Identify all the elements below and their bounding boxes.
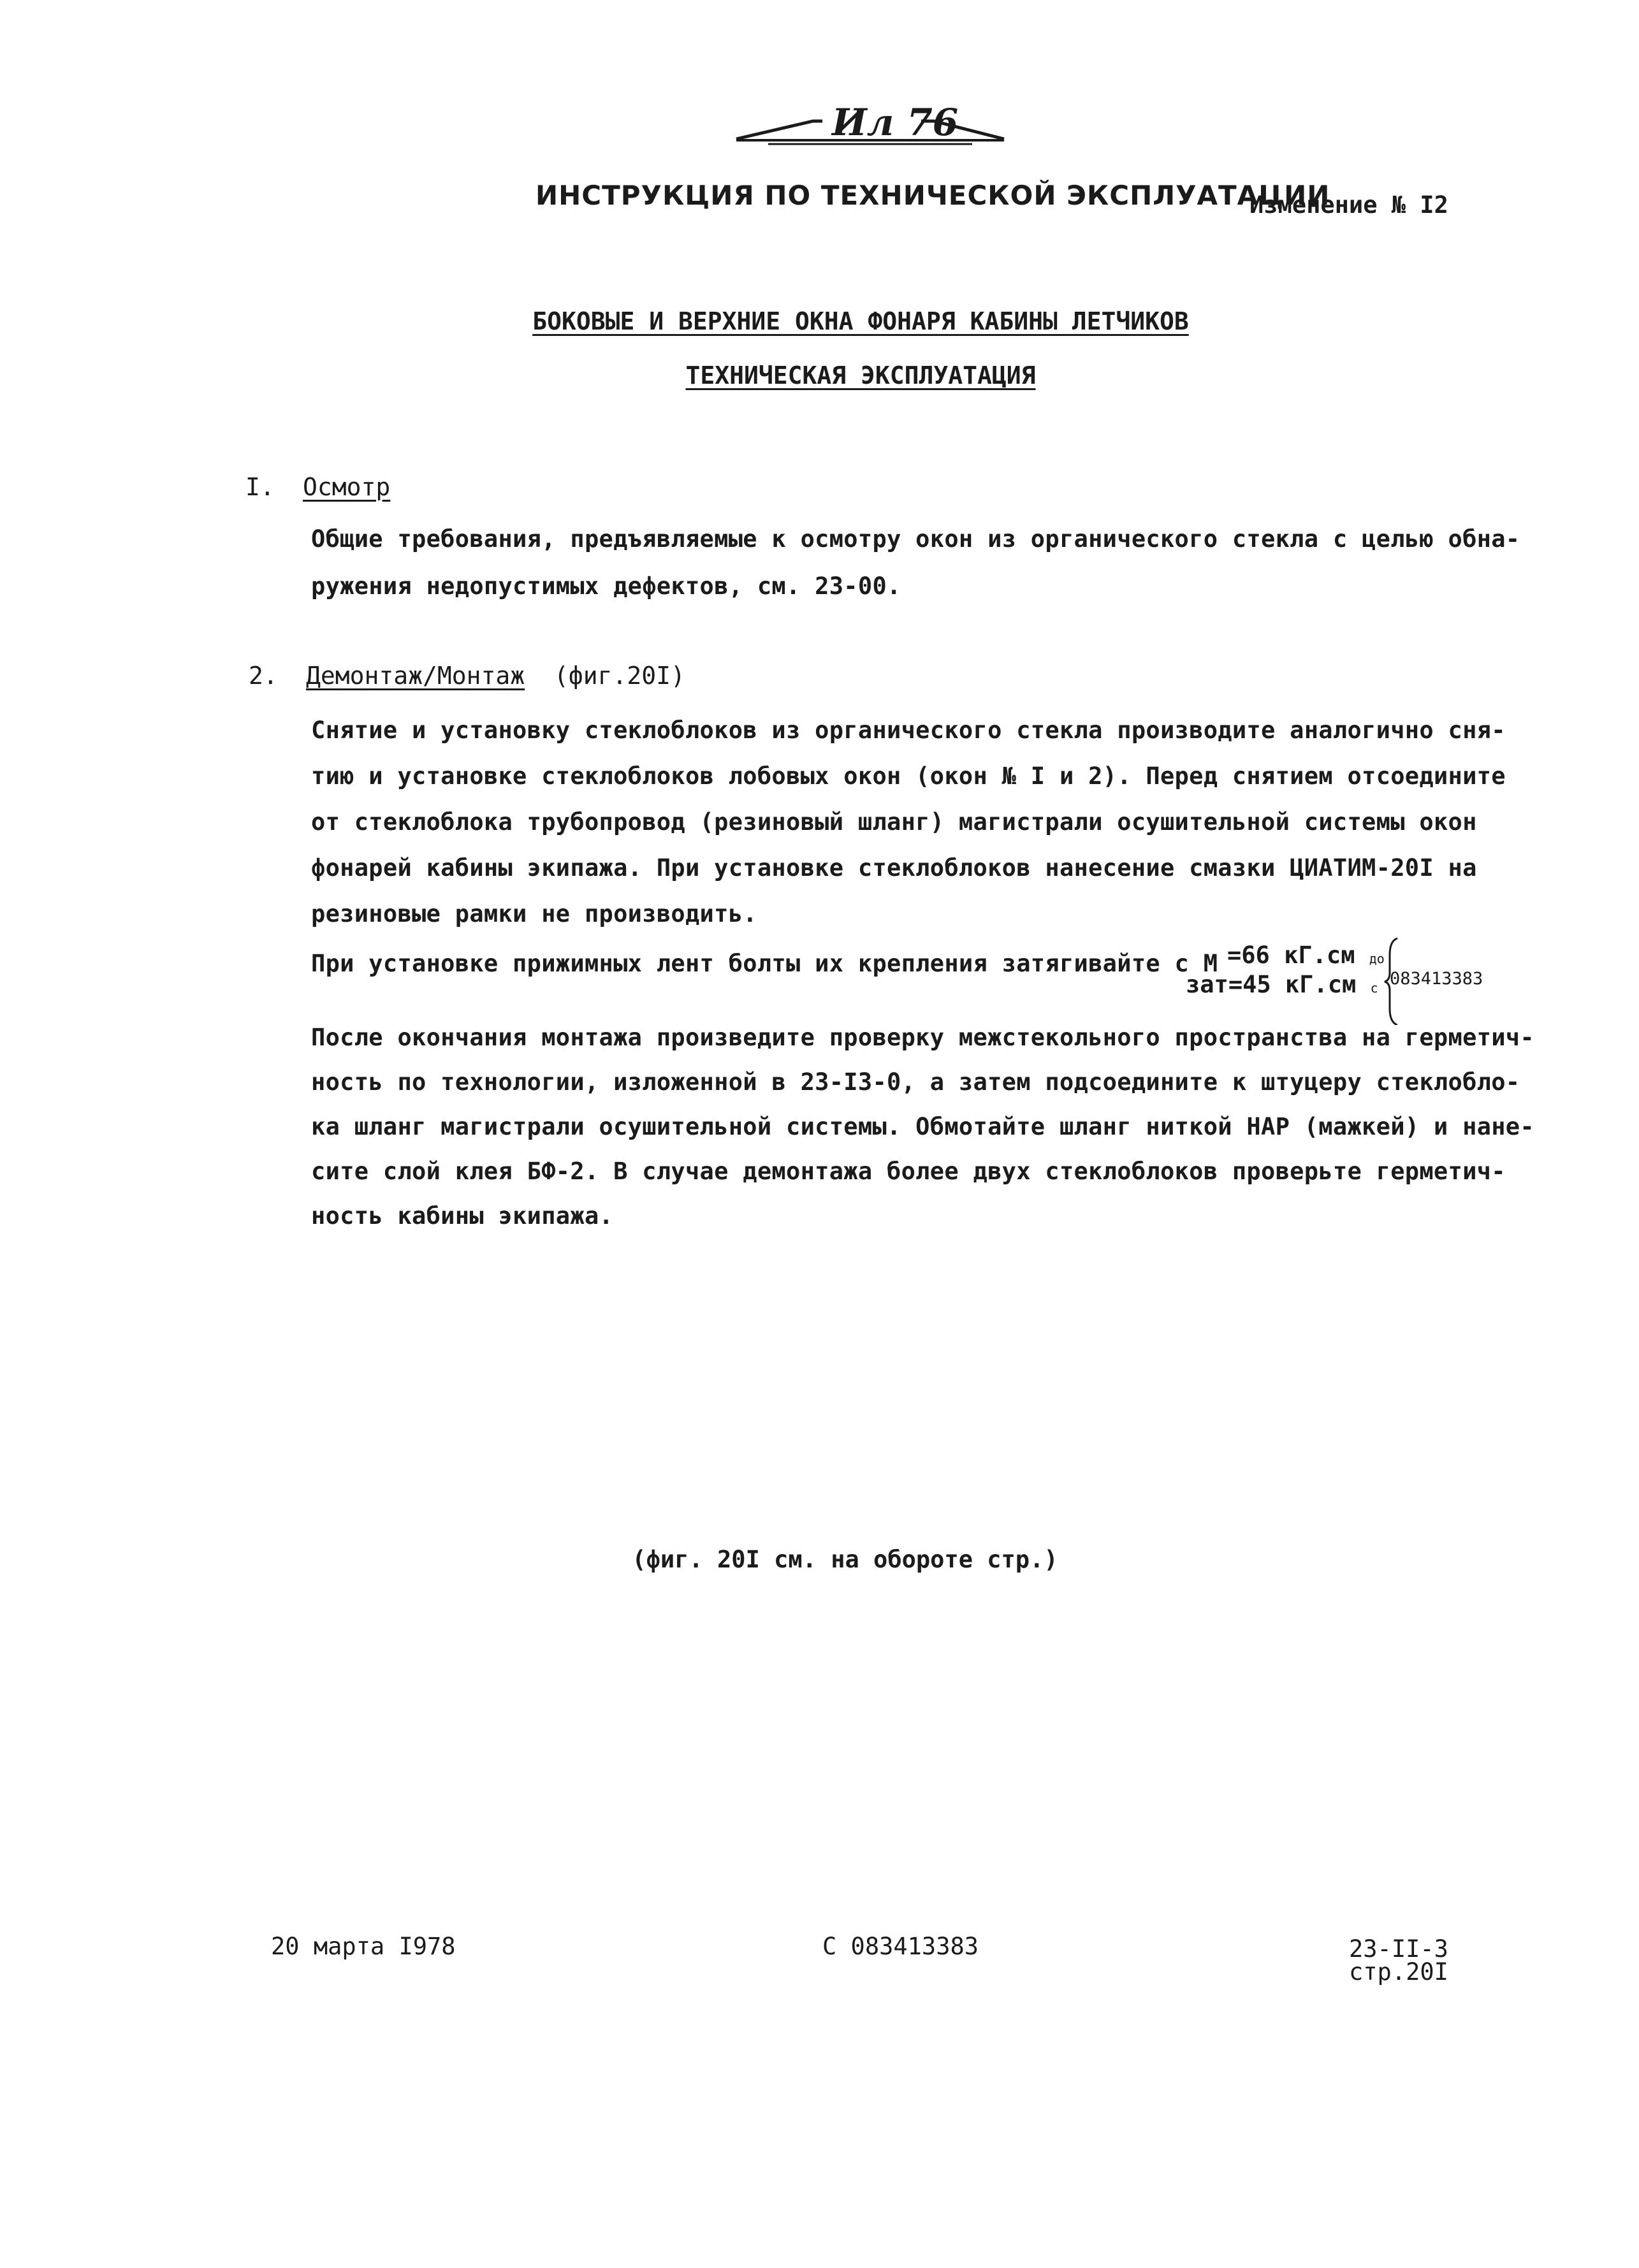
- section1-number: I.: [245, 473, 275, 501]
- change-number: Изменение № I2: [1249, 191, 1448, 219]
- torque-instruction: При установке прижимных лент болты их крепления затягивайте с М: [311, 950, 1218, 977]
- footer-reference: [1349, 1935, 1448, 1986]
- document-subtitle: [0, 361, 1639, 389]
- logo: [730, 89, 1010, 153]
- section2-paragraph1-line: Снятие и установку стеклоблоков из органического стекла производите аналогично сня-: [311, 716, 1506, 744]
- serial-note: 083413383: [1390, 969, 1483, 989]
- logo-graphic: [730, 89, 1010, 153]
- torque-value-2: [1186, 971, 1378, 998]
- section2-figure-ref: (фиг.20I): [553, 662, 685, 690]
- header-title: ИНСТРУКЦИЯ ПО ТЕХНИЧЕСКОЙ ЭКСПЛУАТАЦИИ: [535, 180, 1330, 211]
- section2-paragraph2-line: ность по технологии, изложенной в 23-I3-0, а затем подсоедините к штуцеру стеклобло-: [311, 1068, 1520, 1096]
- section2-paragraph1-line: резиновые рамки не производить.: [311, 900, 757, 927]
- logo-text: Ил 76: [832, 101, 959, 144]
- section1-line: Общие требования, предъявляемые к осмотру окон из органического стекла с целью обна-: [311, 525, 1520, 553]
- torque-value-1-text: =66 кГ.см: [1227, 941, 1355, 969]
- figure-note: (фиг. 20I см. на обороте стр.): [632, 1546, 1058, 1573]
- section2-paragraph1-line: от стеклоблока трубопровод (резиновый шланг) магистрали осушительной системы окон: [311, 808, 1477, 836]
- torque-value-2-text: =45 кГ.см: [1228, 971, 1357, 998]
- section2-heading: [306, 662, 685, 690]
- section2-paragraph1-line: тию и установке стеклоблоков лобовых окон (окон № I и 2). Перед снятием отсоедините: [311, 762, 1506, 790]
- torque-mark-2: с: [1370, 980, 1378, 996]
- section2-paragraph2-line: ность кабины экипажа.: [311, 1202, 614, 1230]
- footer-ref-line2: стр.20I: [1349, 1958, 1448, 1986]
- torque-mark-1: до: [1369, 951, 1385, 966]
- section2-paragraph1-line: фонарей кабины экипажа. При установке стеклоблоков нанесение смазки ЦИАТИМ-20I на: [311, 854, 1477, 882]
- section1-line: ружения недопустимых дефектов, см. 23-00.: [311, 572, 901, 600]
- torque-subscript: зат: [1186, 971, 1228, 998]
- section2-title: Демонтаж/Монтаж: [306, 662, 525, 690]
- section2-number: 2.: [249, 662, 278, 690]
- torque-value-1: [1227, 941, 1385, 969]
- document-title-line1: БОКОВЫЕ И ВЕРХНИЕ ОКНА ФОНАРЯ КАБИНЫ ЛЕТЧИКОВ: [532, 307, 1189, 335]
- section2-paragraph2-line: сите слой клея БФ-2. В случае демонтажа более двух стеклоблоков проверьте герметич-: [311, 1158, 1506, 1185]
- footer-code: С 083413383: [822, 1933, 979, 1960]
- section2-paragraph2-line: ка шланг магистрали осушительной системы. Обмотайте шланг ниткой НАР (мажкей) и нане-: [311, 1113, 1534, 1140]
- footer-date: 20 марта I978: [271, 1933, 456, 1960]
- section1-title: Осмотр: [303, 473, 391, 501]
- footer-ref-line1: 23-II-3: [1349, 1935, 1448, 1963]
- document-title: [0, 307, 1639, 335]
- document-title-line2: ТЕХНИЧЕСКАЯ ЭКСПЛУАТАЦИЯ: [685, 361, 1036, 389]
- section2-paragraph2-line: После окончания монтажа произведите проверку межстекольного пространства на герметич-: [311, 1024, 1534, 1051]
